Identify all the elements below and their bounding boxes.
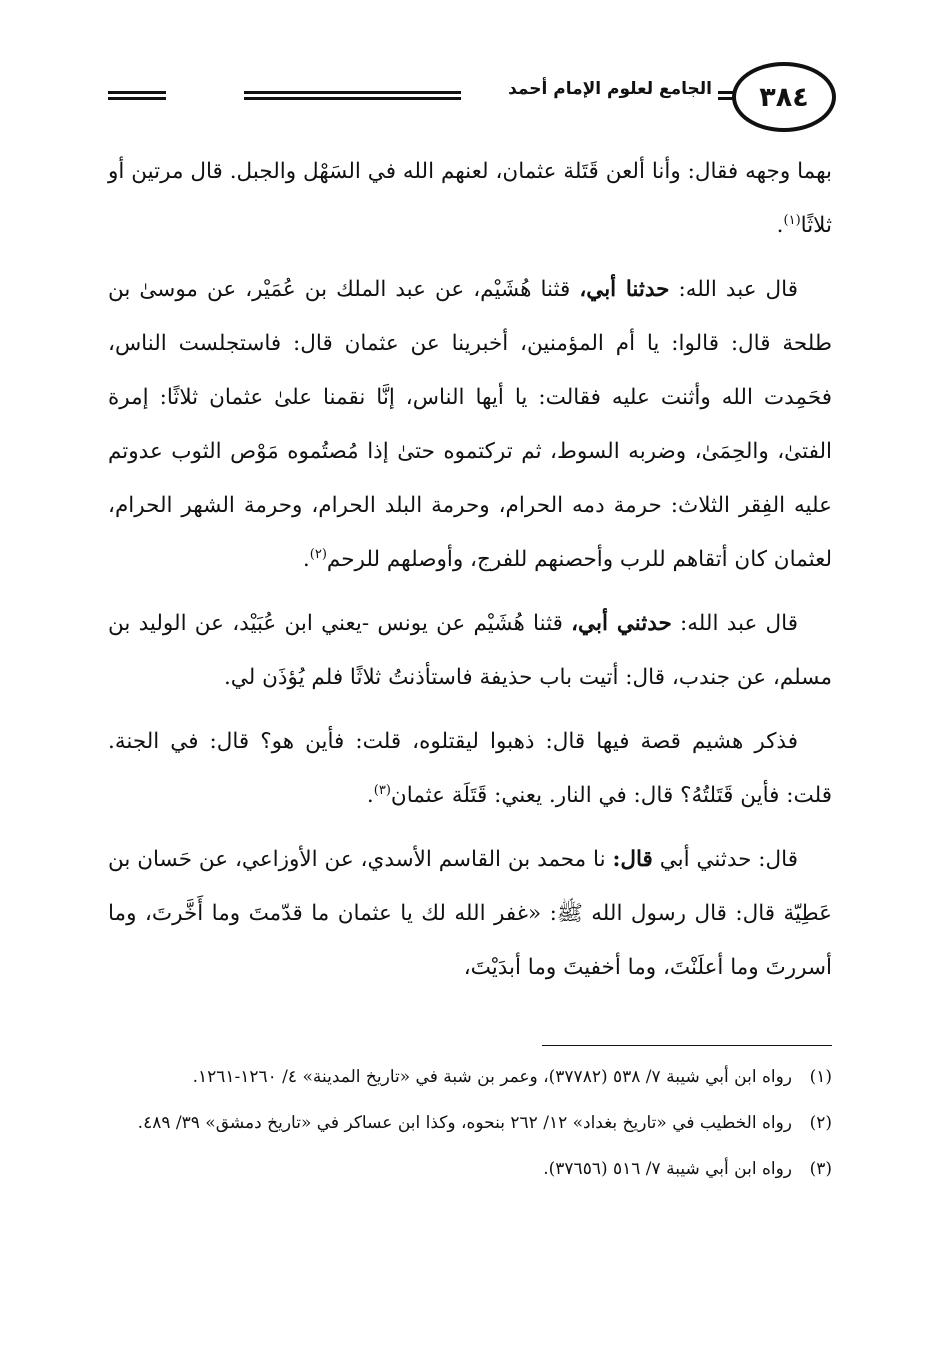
footnote-1 (108, 1060, 832, 1094)
footnote-2 (108, 1106, 832, 1140)
footnote-number: (٣) (809, 1159, 832, 1179)
paragraph-lead: قال عبد الله: (669, 277, 799, 302)
paragraph-end: . (776, 213, 784, 238)
paragraph-text: نا محمد بن القاسم الأسدي، عن الأوزاعي، عن حَسان بن عَطِيّة قال: قال رسول الله ﷺ: «غفر الله لك يا عثمان ما قدّمتَ وما أَخَّرتَ، وما أسررتَ وما أعلَنْتَ، وما أخفيتَ وما أبدَيْتَ، (108, 847, 832, 980)
paragraph-end: . (302, 547, 310, 572)
main-text (108, 145, 832, 1005)
paragraph-bold-phrase: حدثنا أبي، (579, 277, 670, 302)
paragraph-2 (108, 263, 832, 587)
running-header (108, 62, 836, 132)
paragraph-5 (108, 833, 832, 995)
paragraph-text: بهما وجهه فقال: وأنا ألعن قَتَلة عثمان، لعنهم الله في السَهْل والجبل. قال مرتين أو ثلاثًا (108, 159, 832, 238)
paragraph-bold-phrase: حدثني أبي، (571, 611, 672, 636)
paragraph-1 (108, 145, 832, 253)
paragraph-text: فذكر هشيم قصة فيها قال: ذهبوا ليقتلوه، قلت: فأين هو؟ قال: في الجنة. قلت: فأين قَتَلتُهُ؟ قال: في النار. يعني: قَتَلَة عثمان (108, 729, 832, 808)
footnote-ref-3[interactable]: (٣) (373, 782, 391, 798)
header-rule-middle (244, 91, 461, 100)
footnote-number: (١) (809, 1067, 832, 1087)
paragraph-end: . (366, 783, 374, 808)
footnotes (108, 1060, 832, 1198)
footnote-ref-1[interactable]: (١) (783, 212, 801, 228)
running-title: الجامع لعلوم الإمام أحمد (508, 79, 712, 99)
paragraph-text: قثنا هُشَيْم عن يونس -يعني ابن عُبَيْد، عن الوليد بن مسلم، عن جندب، قال: أتيت باب حذيفة فاستأذنتُ ثلاثًا فلم يُؤذَن لي. (108, 611, 832, 690)
paragraph-text: قثنا هُشَيْم، عن عبد الملك بن عُمَيْر، عن موسىٰ بن طلحة قال: قالوا: يا أم المؤمنين، أخبرينا عن عثمان قال: فاستجلست الناس، فحَمِدت الله وأثنت عليه فقالت: يا أيها الناس، إنَّا نقمنا علىٰ عثمان ثلاثًا: إمرة الفتىٰ، والحِمَىٰ، وضربه السوط، ثم تركتموه حتىٰ إذا مُصتُموه مَوْص الثوب عدوتم عليه الفِقر الثلاث: حرمة دمه الحرام، وحرمة البلد الحرام، وحرمة الشهر الحرام، لعثمان كان أتقاهم للرب وأحصنهم للفرج، وأوصلهم للرحم (108, 277, 832, 572)
footnote-text: رواه الخطيب في «تاريخ بغداد» ١٢/ ٢٦٢ بنحوه، وكذا ابن عساكر في «تاريخ دمشق» ٣٩/ ٤٨٩. (137, 1113, 792, 1133)
paragraph-lead: قال عبد الله: (671, 611, 798, 636)
footnote-text: رواه ابن أبي شيبة ٧/ ٥٣٨ (٣٧٧٨٢)، وعمر بن شبة في «تاريخ المدينة» ٤/ ١٢٦٠-١٢٦١. (192, 1067, 792, 1087)
footnote-ref-2[interactable]: (٢) (309, 546, 327, 562)
footnote-number: (٢) (809, 1113, 832, 1133)
footnote-separator (542, 1045, 832, 1046)
page-number: ٣٨٤ (732, 62, 836, 132)
footnote-3 (108, 1152, 832, 1186)
paragraph-lead: قال: حدثني أبي (652, 847, 798, 872)
footnote-text: رواه ابن أبي شيبة ٧/ ٥١٦ (٣٧٦٥٦). (543, 1159, 792, 1179)
paragraph-bold-phrase: قال: (612, 847, 653, 872)
paragraph-3 (108, 597, 832, 705)
header-rule-left (108, 91, 166, 100)
paragraph-4 (108, 715, 832, 823)
